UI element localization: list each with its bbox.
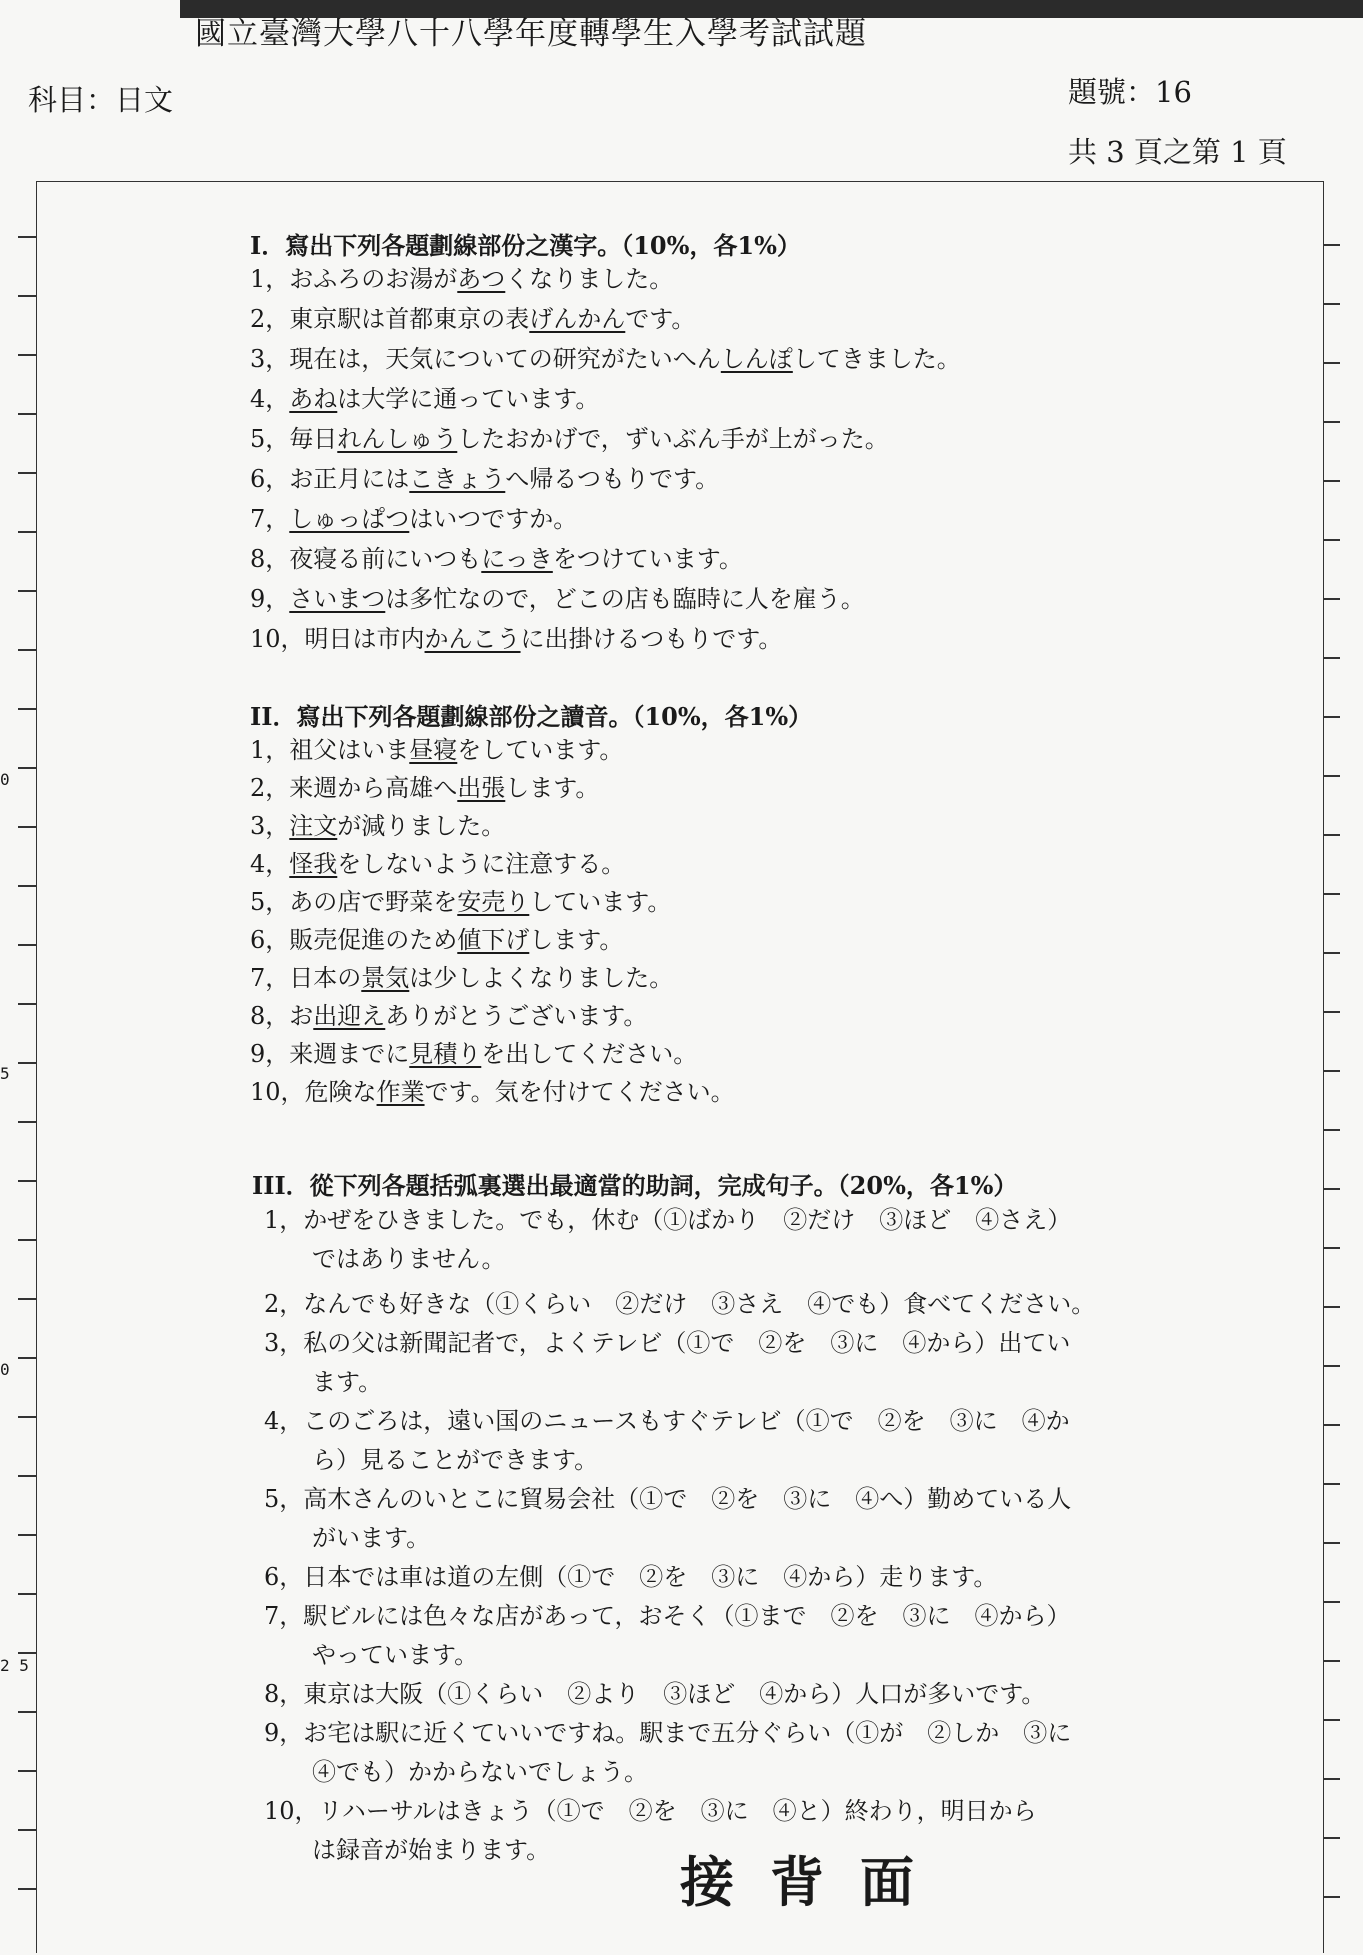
tick-mark	[18, 590, 36, 592]
question-item	[250, 735, 623, 765]
tick-mark	[18, 1888, 36, 1890]
tick-mark	[1324, 952, 1340, 954]
item-number: 5，	[264, 1485, 304, 1513]
item-text: を出してください。	[481, 1040, 698, 1068]
item-text: 東京駅は首都東京の表	[289, 305, 530, 333]
question-item	[250, 544, 743, 574]
underlined-term: 景気	[361, 964, 410, 992]
tick-mark	[1324, 1542, 1340, 1544]
tick-mark	[1324, 1896, 1340, 1898]
item-text: 東京は大阪（①くらい ②より ③ほど ④から）人口が多いです。	[303, 1680, 1046, 1708]
item-text: 販売促進のため	[289, 926, 458, 954]
tick-mark	[18, 295, 36, 297]
tick-mark	[18, 885, 36, 887]
tick-mark	[18, 1003, 36, 1005]
item-text: リハーサルはきょう（①で ②を ③に ④と）終わり，明日から	[318, 1797, 1037, 1825]
question-item	[250, 464, 719, 494]
item-number: 7，	[264, 1602, 304, 1630]
item-text: 危険な	[304, 1078, 377, 1106]
item-number: 3，	[250, 345, 290, 373]
item-number: 7，	[250, 964, 290, 992]
item-text: へ帰るつもりです。	[505, 465, 720, 493]
tick-mark	[18, 767, 36, 769]
question-item	[264, 1718, 1071, 1748]
underlined-term: 出迎え	[313, 1002, 386, 1030]
item-text: に出掛けるつもりです。	[520, 625, 783, 653]
item-number: 2，	[250, 305, 290, 333]
item-text: 高木さんのいとこに貿易会社（①で ②を ③に ④へ）勤めている人	[303, 1485, 1072, 1513]
item-text: をつけています。	[552, 545, 743, 573]
item-number: 10，	[250, 625, 305, 653]
item-number: 6，	[250, 926, 290, 954]
question-number: 題號：16	[1068, 75, 1192, 109]
exam-title: 國立臺灣大學八十八學年度轉學生入學考試試題	[195, 16, 867, 52]
tick-mark	[18, 1829, 36, 1831]
item-text: 私の父は新聞記者で，よくテレビ（①で ②を ③に ④から）出てい	[303, 1329, 1071, 1357]
tick-mark	[18, 1534, 36, 1536]
question-item	[250, 925, 623, 955]
question-item	[264, 1328, 1070, 1358]
section-3-title: III．從下列各題括弧裏選出最適當的助詞，完成句子。（20%，各1%）	[252, 1171, 1018, 1200]
item-text: します。	[505, 774, 600, 802]
item-text: してきました。	[792, 345, 961, 373]
item-text: です。	[625, 305, 696, 333]
tick-mark	[1324, 1129, 1340, 1131]
item-text: 現在は，天気についての研究がたいへん	[289, 345, 721, 373]
item-number: 4，	[250, 385, 290, 413]
item-text: 祖父はいま	[289, 736, 410, 764]
item-continuation: がいます。	[312, 1524, 431, 1552]
tick-mark	[18, 236, 36, 238]
item-continuation: やっています。	[312, 1641, 479, 1669]
item-continuation: ④でも）かからないでしょう。	[312, 1758, 648, 1786]
tick-mark	[18, 1239, 36, 1241]
underlined-term: かんこう	[424, 625, 521, 653]
tick-mark	[1324, 1660, 1340, 1662]
item-continuation: ではありません。	[312, 1245, 506, 1273]
tick-mark	[18, 1298, 36, 1300]
item-text: おふろのお湯が	[289, 265, 458, 293]
question-item	[250, 264, 673, 294]
question-item	[250, 384, 599, 414]
item-text: です。気を付けてください。	[424, 1078, 735, 1106]
question-item	[250, 773, 599, 803]
tick-mark	[1324, 244, 1340, 246]
underlined-term: 作業	[376, 1078, 425, 1106]
tick-mark	[1324, 1306, 1340, 1308]
item-text: お正月には	[289, 465, 410, 493]
question-item	[250, 424, 889, 454]
question-item	[250, 304, 695, 334]
section-2-title: II．寫出下列各題劃線部份之讀音。（10%，各1%）	[250, 702, 813, 731]
item-text: は多忙なので，どこの店も臨時に人を雇う。	[385, 585, 865, 613]
question-item	[264, 1289, 1095, 1319]
item-number: 1，	[250, 736, 290, 764]
item-text: は少しよくなりました。	[409, 964, 674, 992]
item-text: くなりました。	[505, 265, 674, 293]
item-number: 3，	[250, 812, 290, 840]
underlined-term: さいまつ	[289, 585, 386, 613]
underlined-term: 安売り	[457, 888, 530, 916]
underlined-term: 昼寝	[409, 736, 458, 764]
item-number: 1，	[264, 1206, 304, 1234]
question-item	[250, 1001, 647, 1031]
item-number: 3，	[264, 1329, 304, 1357]
question-item	[250, 887, 671, 917]
item-number: 8，	[250, 1002, 290, 1030]
tick-mark	[18, 944, 36, 946]
underlined-term: にっき	[481, 545, 553, 573]
item-number: 1，	[250, 265, 290, 293]
question-item	[250, 849, 625, 879]
item-text: あの店で野菜を	[289, 888, 458, 916]
item-text: が減りました。	[337, 812, 506, 840]
tick-mark	[1324, 1483, 1340, 1485]
item-text: 明日は市内	[304, 625, 425, 653]
item-number: 2，	[250, 774, 290, 802]
tick-mark	[18, 413, 36, 415]
question-item	[250, 344, 961, 374]
tick-mark	[1324, 1601, 1340, 1603]
item-text: なんでも好きな（①くらい ②だけ ③さえ ④でも）食べてください。	[303, 1290, 1096, 1318]
underlined-term: れんしゅう	[337, 425, 458, 453]
tick-mark	[1324, 834, 1340, 836]
question-item	[250, 1039, 697, 1069]
tick-mark	[1324, 303, 1340, 305]
underlined-term: 値下げ	[457, 926, 530, 954]
question-item	[264, 1601, 1071, 1631]
item-text: 夜寝る前にいつも	[289, 545, 482, 573]
tick-mark	[1324, 1837, 1340, 1839]
tick-mark	[18, 1593, 36, 1595]
margin-number: 0	[0, 770, 10, 789]
tick-mark	[18, 1180, 36, 1182]
question-item	[264, 1796, 1037, 1826]
question-item	[250, 963, 673, 993]
tick-mark	[1324, 1424, 1340, 1426]
tick-mark	[18, 649, 36, 651]
item-number: 6，	[264, 1563, 304, 1591]
underlined-term: あね	[289, 385, 338, 413]
tick-mark	[1324, 1070, 1340, 1072]
item-number: 9，	[250, 585, 290, 613]
margin-number: 0	[0, 1360, 10, 1379]
tick-mark	[18, 1121, 36, 1123]
underlined-term: こきょう	[409, 465, 506, 493]
question-item	[264, 1484, 1071, 1514]
item-text: 日本の	[289, 964, 362, 992]
tick-mark	[1324, 598, 1340, 600]
tick-mark	[1324, 362, 1340, 364]
question-item	[264, 1205, 1071, 1235]
item-text: します。	[529, 926, 624, 954]
item-text: はいつですか。	[409, 505, 578, 533]
item-continuation: ます。	[312, 1368, 383, 1396]
item-number: 8，	[264, 1680, 304, 1708]
question-item	[250, 811, 505, 841]
underlined-term: あつ	[457, 265, 506, 293]
tick-mark	[1324, 893, 1340, 895]
item-number: 5，	[250, 888, 290, 916]
tick-mark	[18, 1475, 36, 1477]
item-text: したおかげで，ずいぶん手が上がった。	[457, 425, 889, 453]
item-text: 来週から高雄へ	[289, 774, 458, 802]
underlined-term: 注文	[289, 812, 338, 840]
item-number: 2，	[264, 1290, 304, 1318]
tick-mark	[1324, 657, 1340, 659]
question-item	[250, 504, 577, 534]
tick-mark	[1324, 539, 1340, 541]
tick-mark	[18, 1416, 36, 1418]
margin-number: 5	[0, 1064, 10, 1083]
item-number: 10，	[264, 1797, 319, 1825]
tick-mark	[18, 531, 36, 533]
tick-mark	[18, 354, 36, 356]
tick-mark	[18, 1711, 36, 1713]
tick-mark	[1324, 1247, 1340, 1249]
item-text: をしないように注意する。	[337, 850, 626, 878]
tick-mark	[1324, 1188, 1340, 1190]
item-text: をしています。	[457, 736, 624, 764]
item-text: お宅は駅に近くていいですね。駅まで五分ぐらい（①が ②しか ③に	[303, 1719, 1072, 1747]
underlined-term: 見積り	[409, 1040, 482, 1068]
margin-number: 2 5	[0, 1656, 29, 1675]
question-item	[264, 1679, 1045, 1709]
item-number: 9，	[250, 1040, 290, 1068]
tick-mark	[1324, 1719, 1340, 1721]
tick-mark	[1324, 1011, 1340, 1013]
item-text: ありがとうございます。	[385, 1002, 648, 1030]
item-number: 4，	[264, 1407, 304, 1435]
question-item	[264, 1562, 997, 1592]
underlined-term: しんぽ	[720, 345, 793, 373]
item-text: しています。	[529, 888, 672, 916]
tick-mark	[18, 1062, 36, 1064]
question-item	[250, 624, 782, 654]
item-number: 8，	[250, 545, 290, 573]
item-text: 日本では車は道の左側（①で ②を ③に ④から）走ります。	[303, 1563, 998, 1591]
tick-mark	[1324, 775, 1340, 777]
tick-mark	[18, 1770, 36, 1772]
item-text: は大学に通っています。	[337, 385, 600, 413]
item-text: 駅ビルには色々な店があって，おそく（①まで ②を ③に ④から）	[303, 1602, 1071, 1630]
item-number: 9，	[264, 1719, 304, 1747]
tick-mark	[18, 1357, 36, 1359]
underlined-term: しゅっぱつ	[289, 505, 410, 533]
item-text: お	[289, 1002, 314, 1030]
question-item	[250, 584, 865, 614]
tick-mark	[18, 708, 36, 710]
tick-mark	[1324, 716, 1340, 718]
subject-label: 科目：日文	[28, 83, 174, 117]
tick-mark	[18, 826, 36, 828]
item-continuation: は録音が始まります。	[312, 1836, 551, 1864]
tick-mark	[1324, 421, 1340, 423]
section-1-title: I．寫出下列各題劃線部份之漢字。（10%，各1%）	[250, 231, 801, 260]
item-number: 7，	[250, 505, 290, 533]
item-text: このごろは，遠い国のニュースもすぐテレビ（①で ②を ③に ④か	[303, 1407, 1070, 1435]
question-item	[250, 1077, 735, 1107]
question-item	[264, 1406, 1070, 1436]
tick-mark	[1324, 480, 1340, 482]
item-text: 来週までに	[289, 1040, 410, 1068]
underlined-term: げんかん	[529, 305, 626, 333]
item-number: 4，	[250, 850, 290, 878]
item-number: 10，	[250, 1078, 305, 1106]
underlined-term: 出張	[457, 774, 506, 802]
item-continuation: ら）見ることができます。	[312, 1446, 599, 1474]
continue-overleaf-stamp: 接背面	[680, 1850, 950, 1914]
tick-mark	[1324, 1778, 1340, 1780]
item-text: 毎日	[289, 425, 338, 453]
tick-mark	[18, 472, 36, 474]
tick-mark	[1324, 1365, 1340, 1367]
page-info: 共 3 頁之第 1 頁	[1068, 135, 1287, 169]
item-number: 5，	[250, 425, 290, 453]
underlined-term: 怪我	[289, 850, 338, 878]
tick-mark	[18, 1652, 36, 1654]
item-text: かぜをひきました。でも，休む（①ばかり ②だけ ③ほど ④さえ）	[303, 1206, 1072, 1234]
item-number: 6，	[250, 465, 290, 493]
